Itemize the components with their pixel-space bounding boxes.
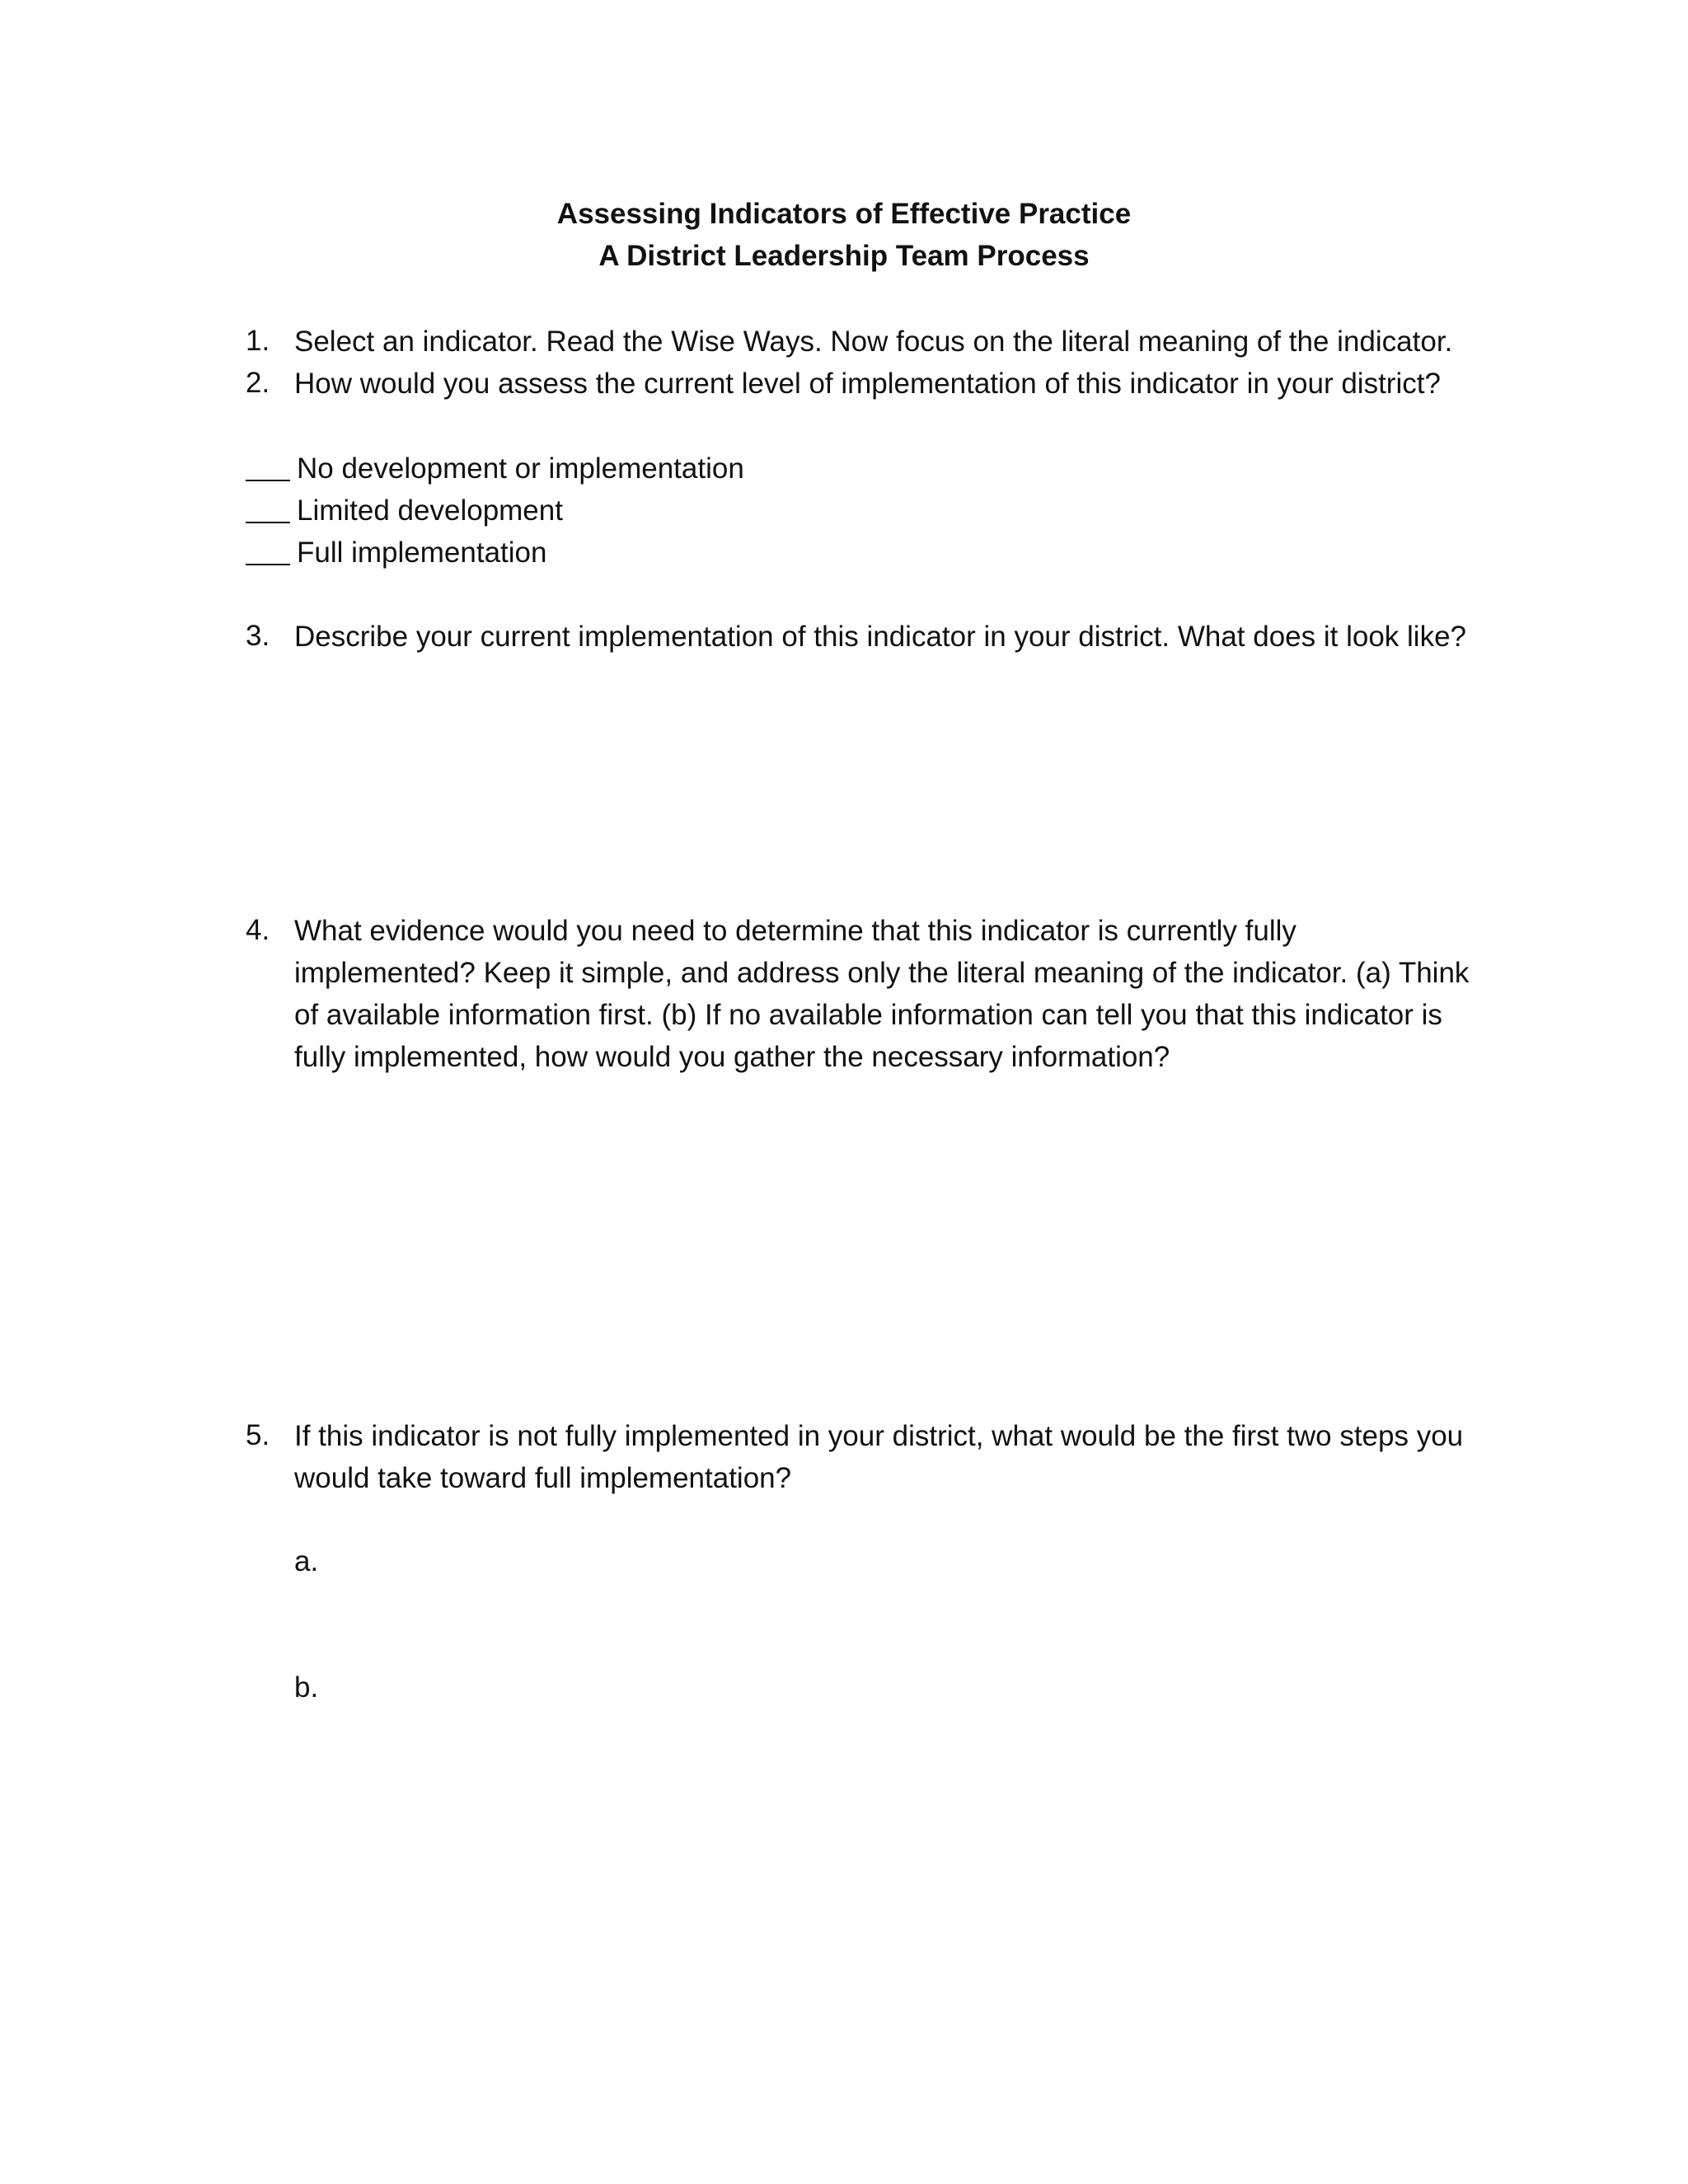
option-label: Full implementation — [297, 537, 547, 569]
blank-line[interactable] — [246, 450, 290, 481]
item-number: 2. — [246, 367, 270, 399]
document-title: Assessing Indicators of Effective Practice — [556, 198, 1132, 230]
item-text: Describe your current implementation of this indicator in your district. What does it look like? — [294, 621, 1466, 653]
option-no-development[interactable] — [246, 447, 744, 490]
option-limited-development[interactable] — [246, 489, 563, 532]
option-full-implementation[interactable] — [246, 531, 546, 574]
blank-line[interactable] — [246, 492, 290, 523]
item-text: If this indicator is not fully implemented in your district, what would be the first two steps you would take toward full implementation? — [294, 1420, 1464, 1494]
item-number: 4. — [246, 914, 270, 946]
item-number: 5. — [246, 1419, 270, 1451]
blank-line[interactable] — [246, 534, 290, 565]
item-number: 3. — [246, 620, 270, 652]
item-number: 1. — [246, 325, 270, 357]
item-text: What evidence would you need to determine that this indicator is currently fully implemented? Keep it simple, and address only the literal meaning of the indicator. (a) Think of available information first. (b) If no available information can tell you that this indicator is fully implemented, how would you gather the necessary information? — [294, 915, 1470, 1073]
option-label: No development or implementation — [297, 452, 744, 485]
item-text: How would you assess the current level of implementation of this indicator in your district? — [294, 368, 1441, 400]
option-label: Limited development — [297, 494, 563, 527]
step-b-label: b. — [294, 1671, 319, 1704]
document-subtitle: A District Leadership Team Process — [598, 240, 1090, 272]
item-text: Select an indicator. Read the Wise Ways. Now focus on the literal meaning of the indicator. — [294, 326, 1453, 358]
step-a-label: a. — [294, 1545, 319, 1577]
